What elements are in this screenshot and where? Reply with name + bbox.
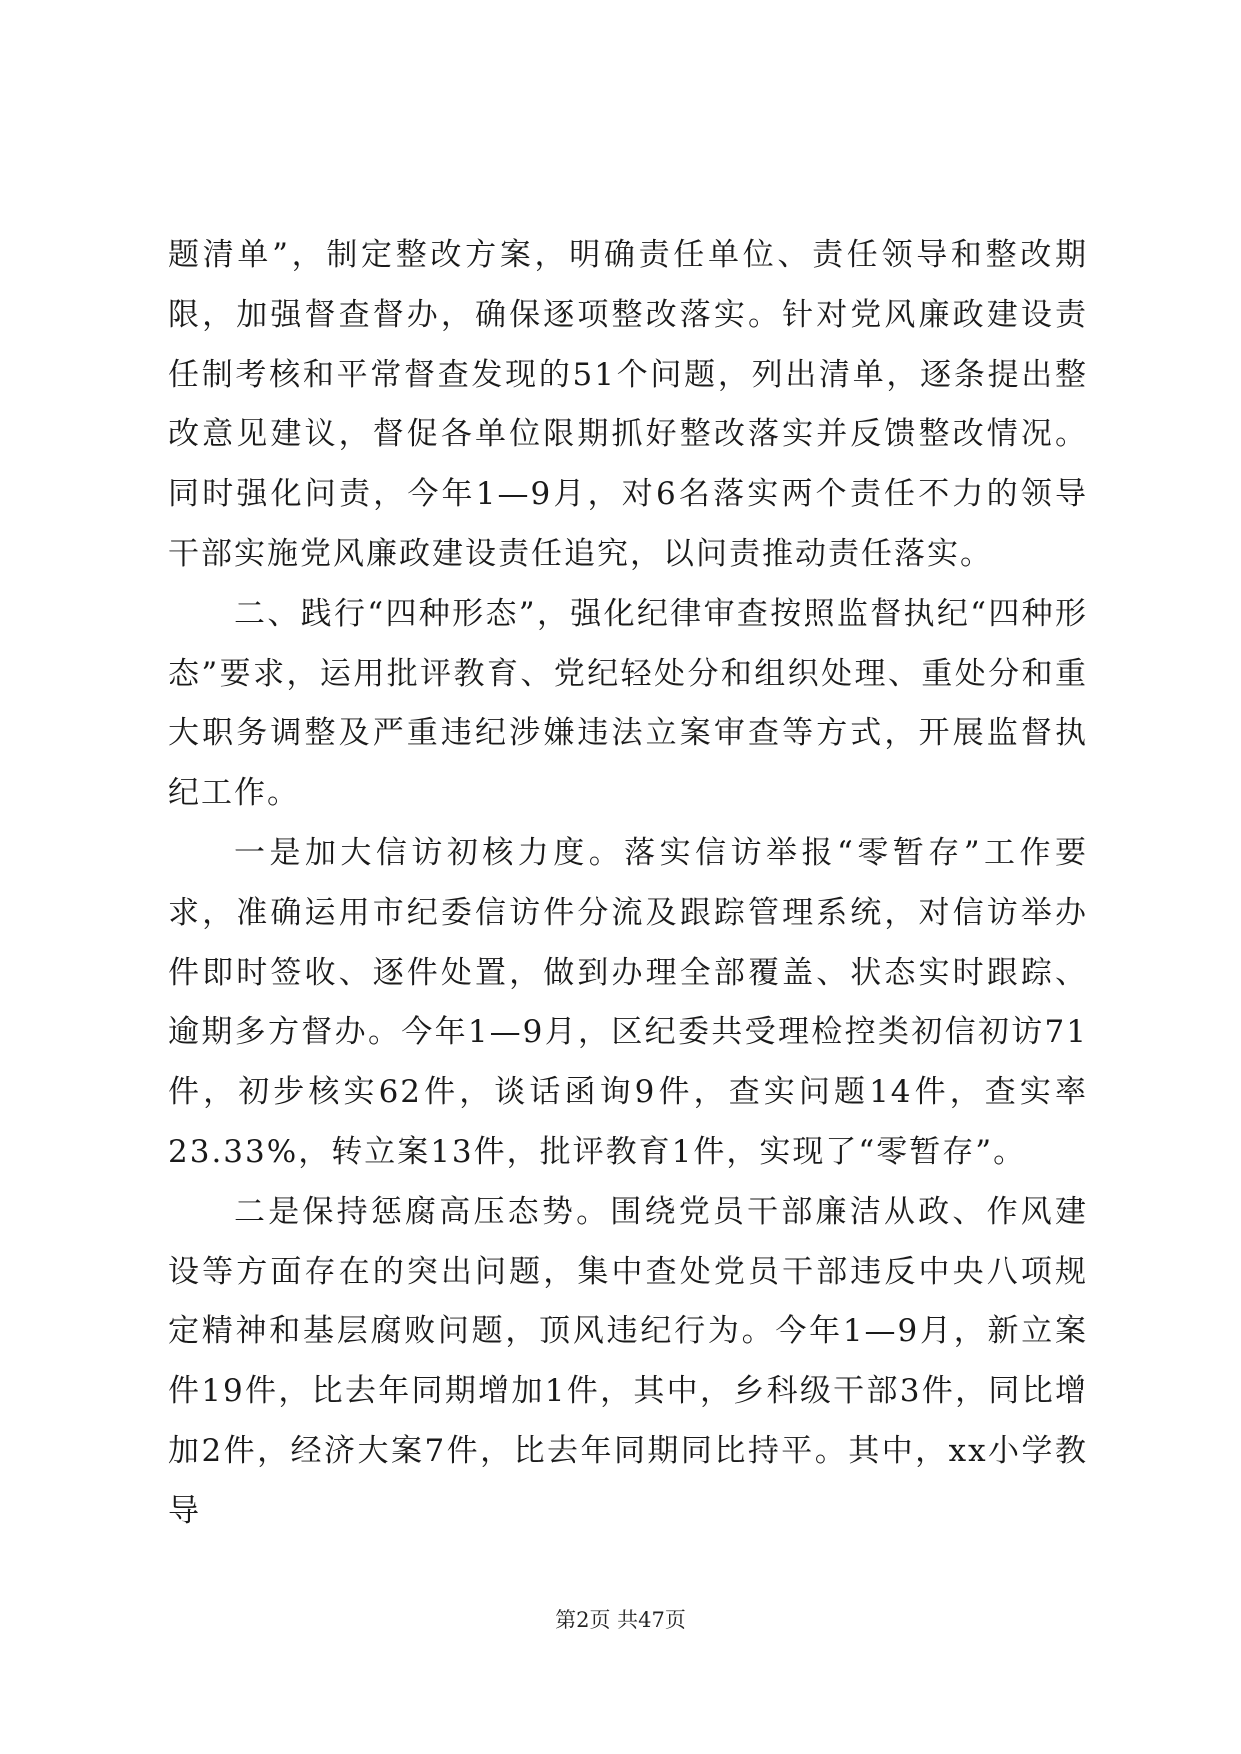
paragraph-section-two: 二、践行“四种形态”，强化纪律审查按照监督执纪“四种形态”要求，运用批评教育、党纪轻处分和组织处理、重处分和重大职务调整及严重违纪涉嫌违法立案审查等方式，开展监督执纪工作。: [168, 595, 1088, 812]
page-number-footer: 第2页 共47页: [555, 1608, 686, 1632]
paragraph-continuation: 题清单”，制定整改方案，明确责任单位、责任领导和整改期限，加强督查督办，确保逐项整改落实。针对党风廉政建设责任制考核和平常督查发现的51个问题，列出清单，逐条提出整改意见建议，督促各单位限期抓好整改落实并反馈整改情况。同时强化问责，今年1—9月，对6名落实两个责任不力的领导干部实施党风廉政建设责任追究，以问责推动责任落实。: [168, 237, 1088, 572]
paragraph-petition-review: 一是加大信访初核力度。落实信访举报“零暂存”工作要求，准确运用市纪委信访件分流及跟踪管理系统，对信访举办件即时签收、逐件处置，做到办理全部覆盖、状态实时跟踪、逾期多方督办。今年1—9月，区纪委共受理检控类初信初访71件，初步核实62件，谈话函询9件，查实问题14件，查实率23.33%，转立案13件，批评教育1件，实现了“零暂存”。: [168, 834, 1088, 1170]
document-body: [168, 226, 1088, 1542]
paragraph-anti-corruption: 二是保持惩腐高压态势。围绕党员干部廉洁从政、作风建设等方面存在的突出问题，集中查处党员干部违反中央八项规定精神和基层腐败问题，顶风违纪行为。今年1—9月，新立案件19件，比去年同期增加1件，其中，乡科级干部3件，同比增加2件，经济大案7件，比去年同期同比持平。其中，xx小学教导: [168, 1193, 1088, 1529]
